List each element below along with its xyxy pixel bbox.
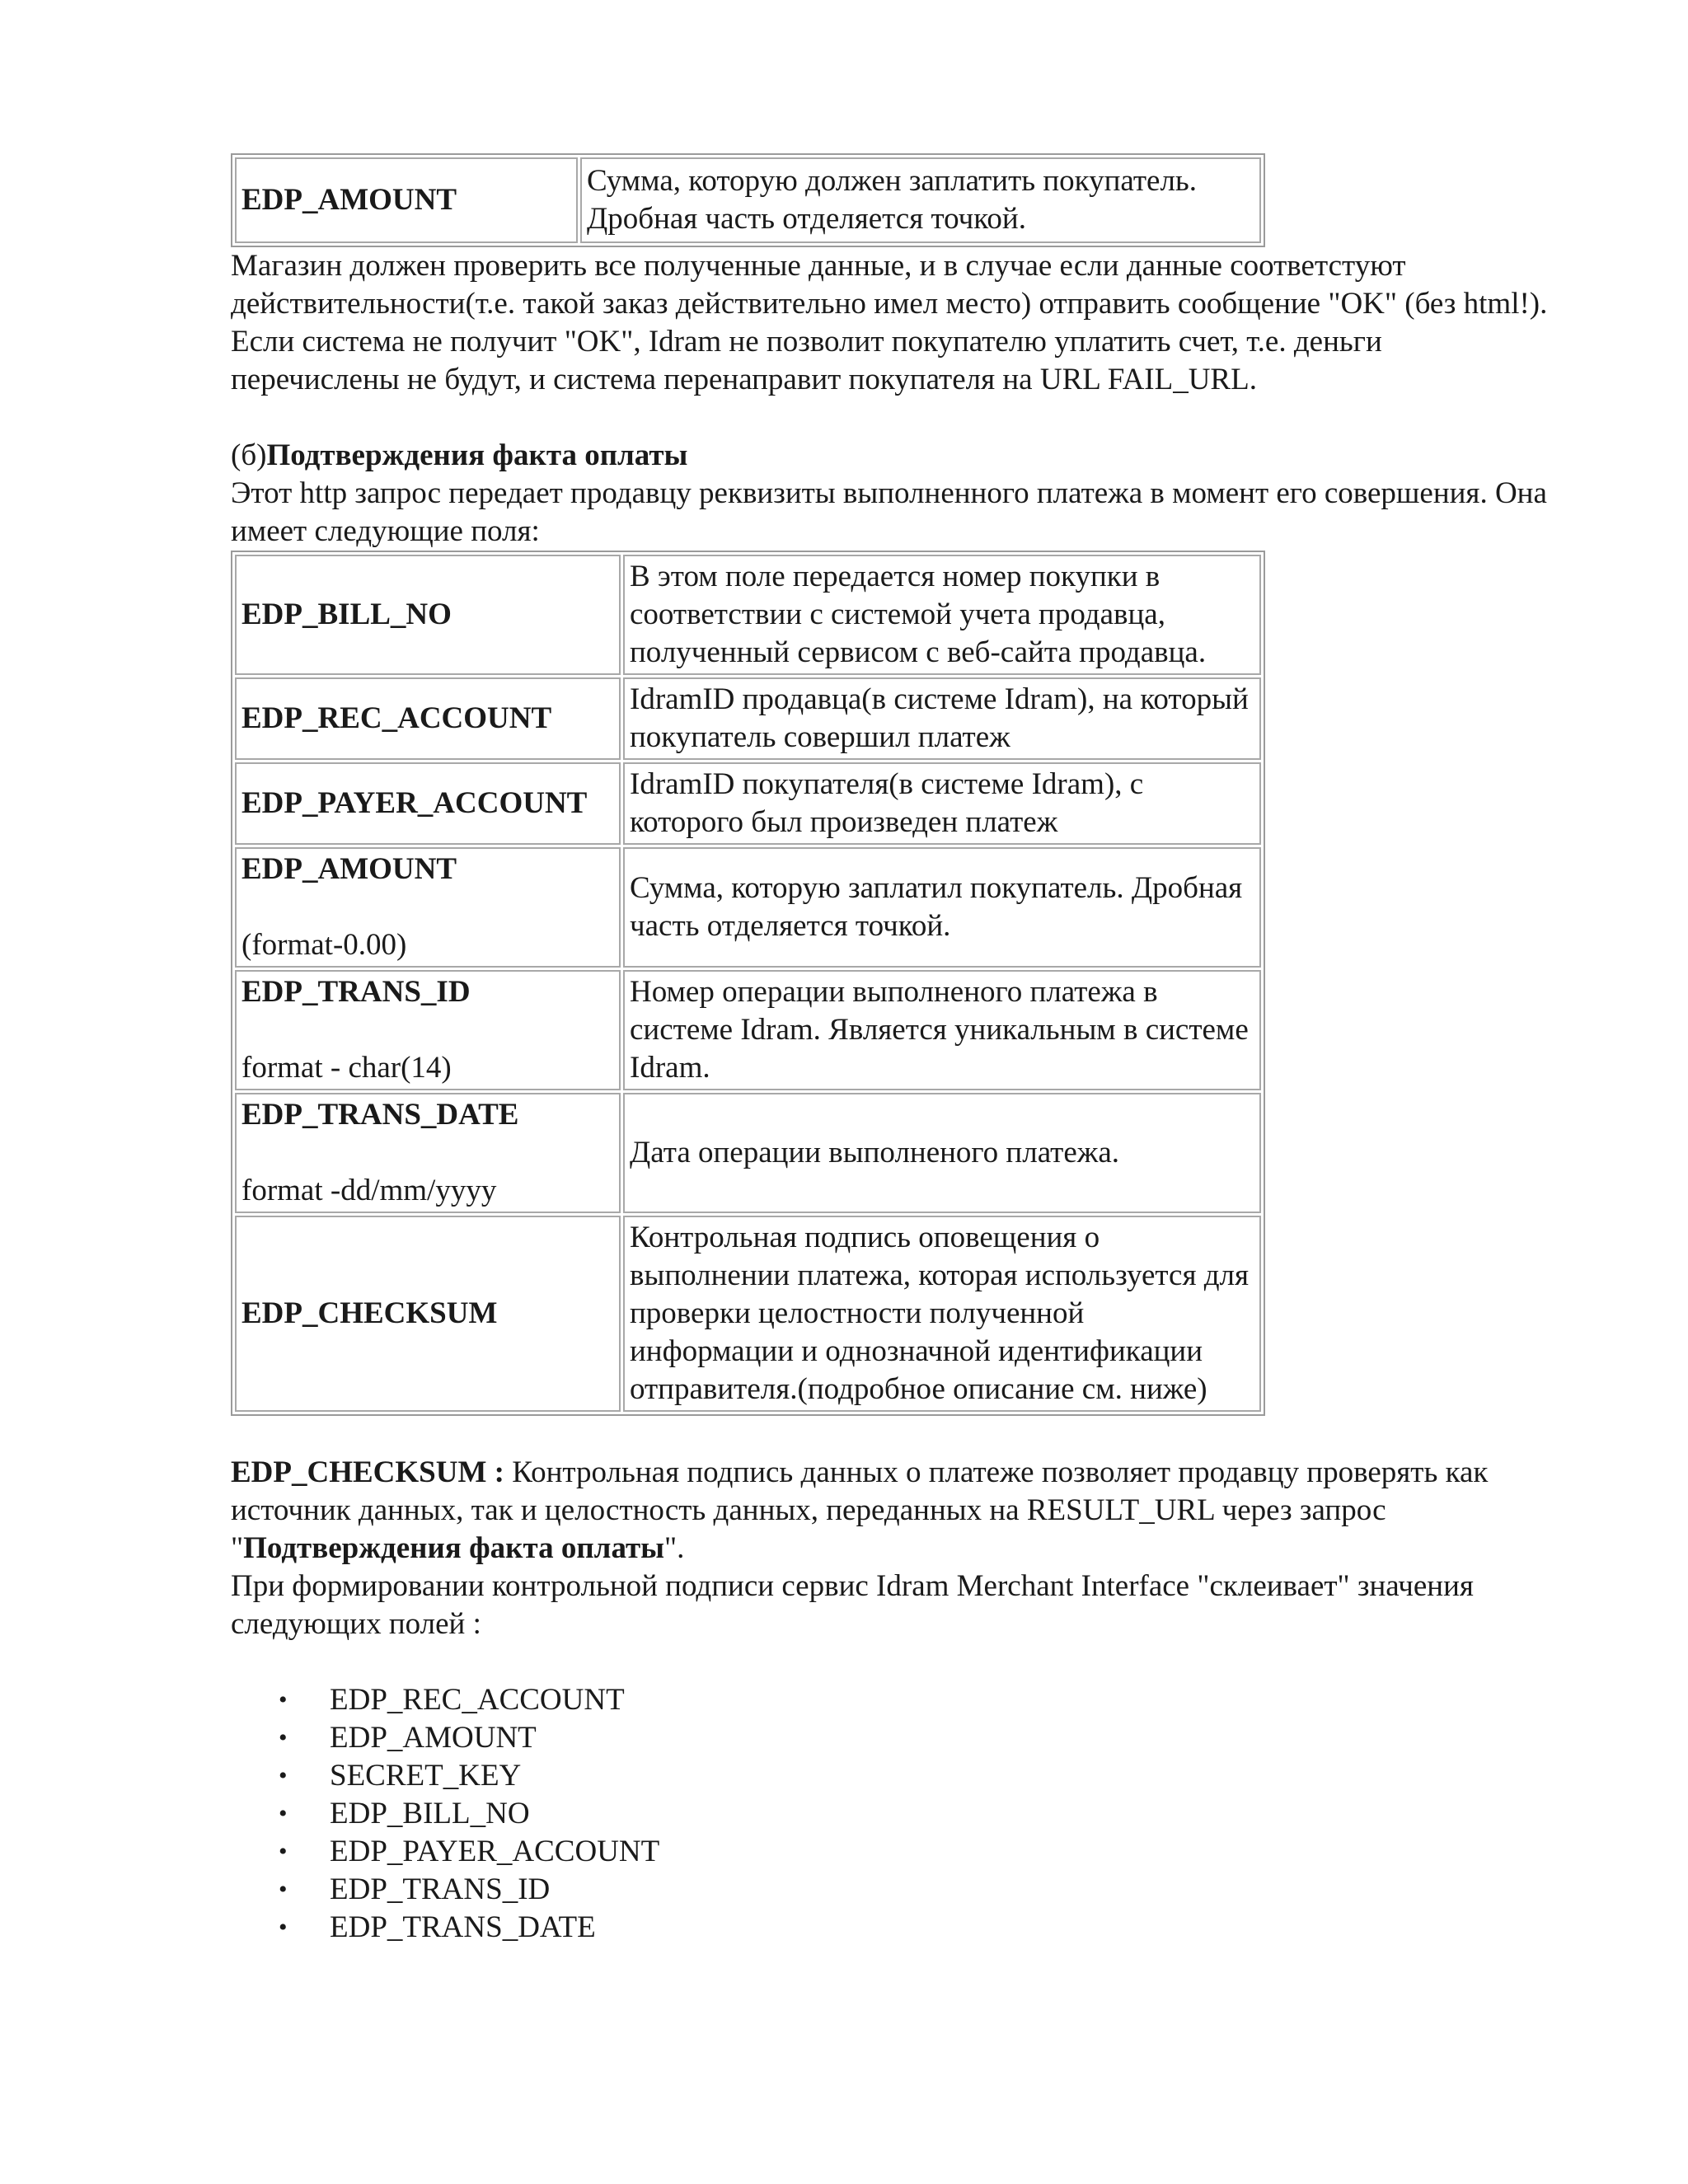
section-title: Подтверждения факта оплаты xyxy=(266,438,688,472)
field-description: Номер операции выполненого платежа в системе Idram. Является уникальным в системе Idram. xyxy=(623,970,1261,1090)
bullet-icon: • xyxy=(279,1800,288,1827)
table-row xyxy=(235,1093,1261,1213)
checksum-tail: ". xyxy=(664,1531,685,1565)
table-row xyxy=(235,677,1261,760)
field-description: В этом поле передается номер покупки в соответствии с системой учета продавца, полученный сервисом с веб-сайта продавца. xyxy=(623,555,1261,675)
field-name: EDP_BILL_NO xyxy=(235,555,621,675)
list-item-text: EDP_TRANS_DATE xyxy=(330,1910,596,1944)
table-row xyxy=(235,762,1261,845)
field-name: EDP_TRANS_ID xyxy=(241,975,471,1009)
field-name: EDP_AMOUNT xyxy=(235,157,578,243)
checksum-paragraph xyxy=(231,1454,1558,1568)
document-page xyxy=(231,153,1558,1947)
field-description: Сумма, которую должен заплатить покупатель. Дробная часть отделяется точкой. xyxy=(580,157,1261,243)
bullet-icon: • xyxy=(279,1914,288,1941)
section-intro: Этот http запрос передает продавцу реквизиты выполненного платежа в момент его совершения. Она имеет следующие поля: xyxy=(231,476,1547,548)
bullet-icon: • xyxy=(279,1876,288,1903)
checksum-fields-list xyxy=(231,1681,1558,1947)
field-description: IdramID покупателя(в системе Idram), с которого был произведен платеж xyxy=(623,762,1261,845)
table-row xyxy=(235,1216,1261,1412)
field-name: EDP_REC_ACCOUNT xyxy=(235,677,621,760)
list-item xyxy=(231,1833,1558,1871)
field-description: IdramID продавца(в системе Idram), на который покупатель совершил платеж xyxy=(623,677,1261,760)
list-item-text: EDP_REC_ACCOUNT xyxy=(330,1683,625,1717)
field-format: format -dd/mm/yyyy xyxy=(241,1174,497,1207)
field-name-cell xyxy=(235,847,621,968)
section-prefix: (б) xyxy=(231,438,267,472)
list-item-text: EDP_TRANS_ID xyxy=(330,1872,551,1906)
table-row xyxy=(235,157,1261,243)
list-item xyxy=(231,1757,1558,1795)
bullet-icon: • xyxy=(279,1724,288,1751)
list-item-text: EDP_BILL_NO xyxy=(330,1797,530,1830)
field-name: EDP_CHECKSUM xyxy=(235,1216,621,1412)
field-name: EDP_PAYER_ACCOUNT xyxy=(235,762,621,845)
bullet-icon: • xyxy=(279,1838,288,1865)
amount-table xyxy=(231,153,1265,247)
checksum-lead: EDP_CHECKSUM : xyxy=(231,1455,504,1489)
list-item xyxy=(231,1681,1558,1719)
field-description: Дата операции выполненого платежа. xyxy=(623,1093,1261,1213)
table-row xyxy=(235,555,1261,675)
field-format: (format-0.00) xyxy=(241,928,407,962)
list-item-text: SECRET_KEY xyxy=(330,1759,522,1793)
checksum-ref: Подтверждения факта оплаты xyxy=(243,1531,665,1565)
field-description: Контрольная подпись оповещения о выполнении платежа, которая используется для проверки целостности полученной информации и однозначной идентификации отправителя.(подробное описание см. ниже) xyxy=(623,1216,1261,1412)
field-name: EDP_AMOUNT xyxy=(241,852,457,886)
section-heading xyxy=(231,437,1558,475)
list-item xyxy=(231,1909,1558,1947)
checksum-text: Контрольная подпись данных о платеже позволяет продавцу проверять как источник данных, так и целостность данных, переданных на RESULT_URL через запрос " xyxy=(231,1455,1489,1565)
field-format: format - char(14) xyxy=(241,1051,452,1085)
list-item xyxy=(231,1795,1558,1833)
paragraph-validation: Магазин должен проверить все полученные данные, и в случае если данные соответстуют действительности(т.е. такой заказ действительно имел место) отправить сообщение "OK" (без html!). Если система не получит "OK", Idram не позволит покупателю уплатить счет, т.е. деньги перечислены не будут, и система перенаправит покупателя на URL FAIL_URL. xyxy=(231,249,1548,396)
list-item-text: EDP_PAYER_ACCOUNT xyxy=(330,1835,660,1868)
table-row xyxy=(235,970,1261,1090)
list-item-text: EDP_AMOUNT xyxy=(330,1721,537,1755)
bullet-icon: • xyxy=(279,1762,288,1789)
paragraph-concat: При формировании контрольной подписи сервис Idram Merchant Interface "склеивает" значения следующих полей : xyxy=(231,1569,1474,1641)
fields-table xyxy=(231,551,1265,1416)
list-item xyxy=(231,1719,1558,1757)
bullet-icon: • xyxy=(279,1686,288,1713)
list-item xyxy=(231,1871,1558,1909)
field-description: Сумма, которую заплатил покупатель. Дробная часть отделяется точкой. xyxy=(623,847,1261,968)
field-name: EDP_TRANS_DATE xyxy=(241,1098,519,1132)
table-row xyxy=(235,847,1261,968)
field-name-cell xyxy=(235,970,621,1090)
field-name-cell xyxy=(235,1093,621,1213)
